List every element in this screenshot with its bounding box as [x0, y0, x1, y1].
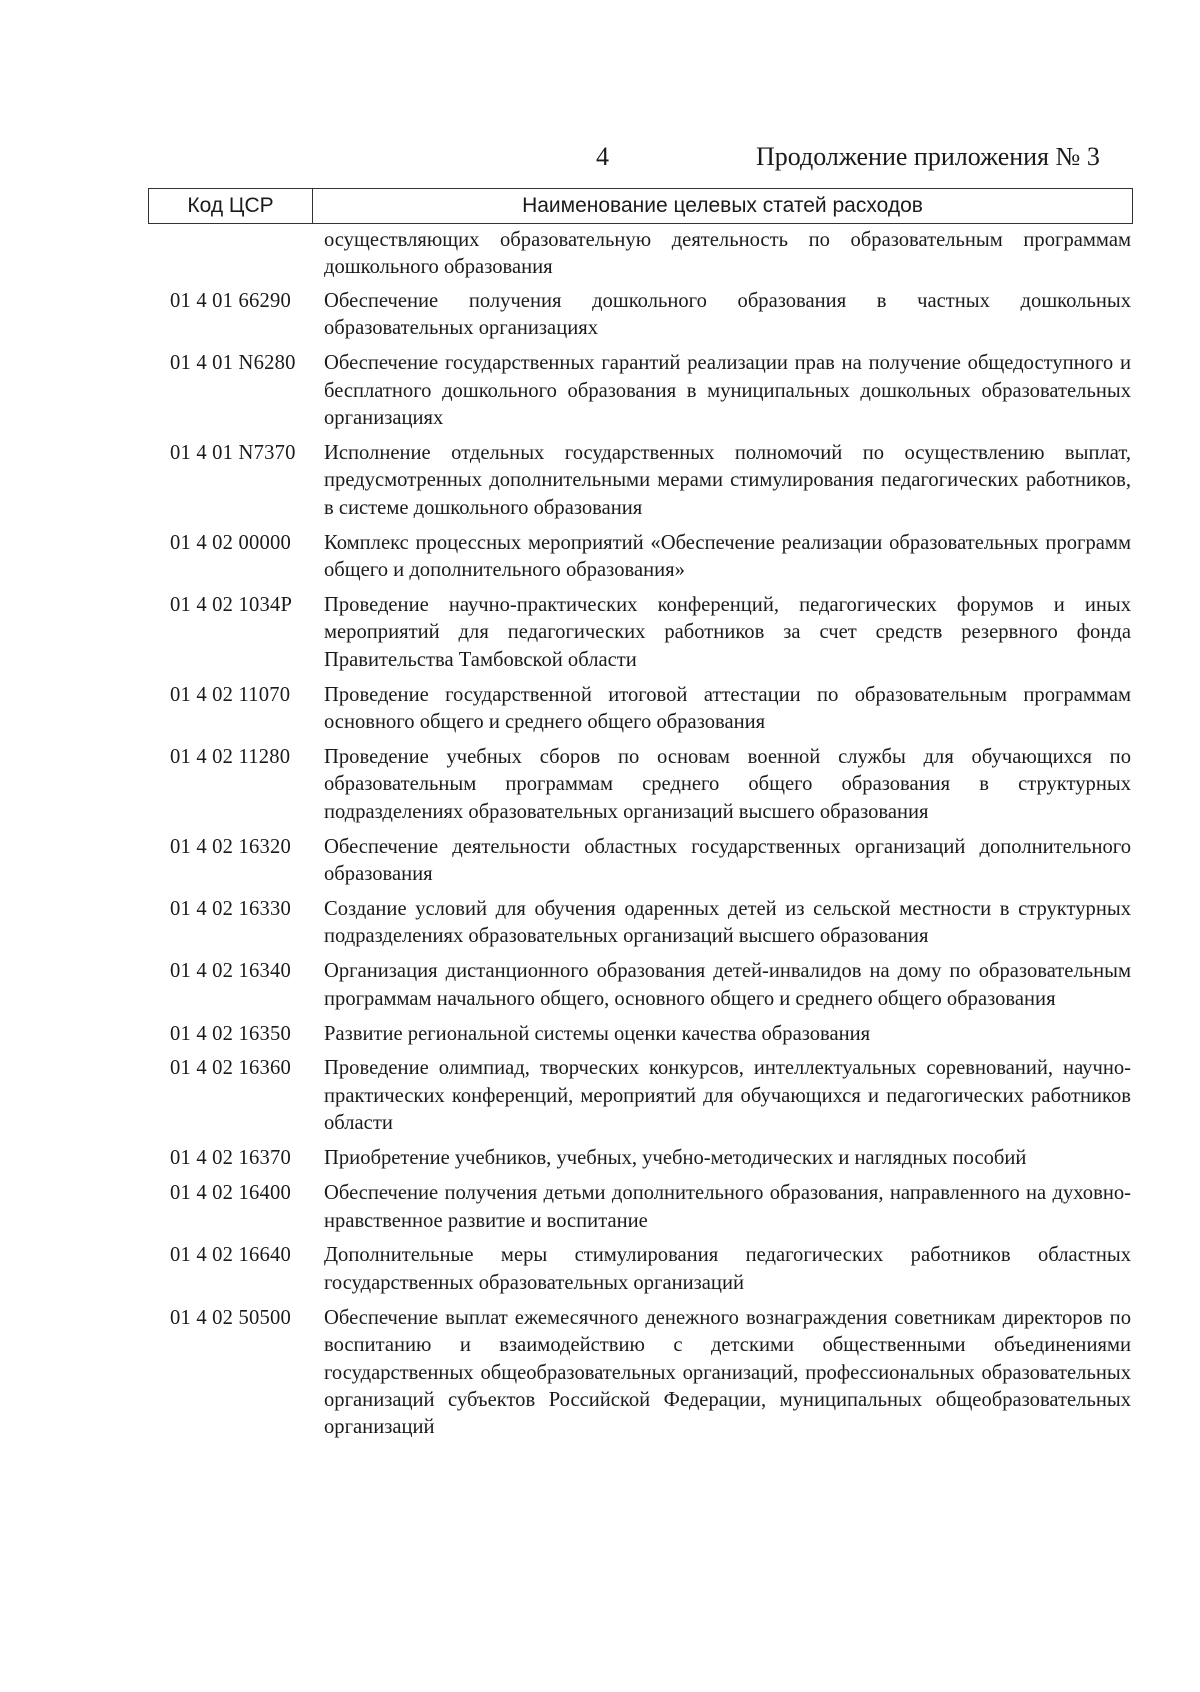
- row-name: Обеспечение деятельности областных государственных организаций дополнительного образования: [324, 835, 1131, 886]
- row-name: Развитие региональной системы оценки качества образования: [324, 1022, 871, 1045]
- row-name: Проведение научно-практических конференций, педагогических форумов и иных мероприятий для педагогических работников за счет средств резервного фонда Правительства Тамбовской области: [324, 593, 1131, 671]
- page-number: 4: [596, 142, 609, 171]
- table-row: [148, 744, 1133, 826]
- row-code: 01 4 02 11280: [170, 745, 291, 768]
- continuation-title: Продолжение приложения № 3: [756, 142, 1100, 171]
- row-code: 01 4 01 66290: [170, 289, 292, 312]
- table-row: [148, 1145, 1133, 1172]
- row-name: Исполнение отдельных государственных полномочий по осуществлению выплат, предусмотренных дополнительными мерами стимулирования педагогических работников, в системе дошкольного образования: [324, 441, 1131, 519]
- row-code: 01 4 02 1034Р: [170, 593, 293, 616]
- table-row: [148, 530, 1133, 585]
- table-row: [148, 958, 1133, 1013]
- table-row: [148, 288, 1133, 343]
- row-code: 01 4 02 16350: [170, 1022, 292, 1045]
- table-row: [148, 440, 1133, 522]
- table-row: [148, 896, 1133, 951]
- row-code: 01 4 02 16400: [170, 1182, 292, 1205]
- row-name: Проведение учебных сборов по основам военной службы для обучающихся по образовательным программам среднего общего образования в структурных подразделениях образовательных организаций высшего образования: [324, 745, 1131, 823]
- row-name: Дополнительные меры стимулирования педагогических работников областных государственных образовательных организаций: [324, 1244, 1131, 1294]
- row-code: 01 4 02 16320: [170, 835, 292, 858]
- table-row: [148, 592, 1133, 674]
- row-name: Создание условий для обучения одаренных детей из сельской местности в структурных подразделениях образовательных организаций высшего образования: [324, 897, 1131, 948]
- column-header-code: Код ЦСР: [148, 188, 312, 224]
- row-name: Проведение олимпиад, творческих конкурсов, интеллектуальных соревнований, научно-практических конференций, мероприятий для обучающихся и педагогических работников области: [324, 1057, 1131, 1135]
- row-code: 01 4 02 16370: [170, 1147, 292, 1170]
- table-row: [148, 1242, 1133, 1297]
- table-row: [148, 1305, 1133, 1442]
- table-row: [148, 1180, 1133, 1235]
- row-name: Обеспечение получения детьми дополнительного образования, направленного на духовно-нравственное развитие и воспитание: [324, 1182, 1131, 1232]
- row-code: 01 4 02 16330: [170, 897, 292, 920]
- row-name: Организация дистанционного образования детей-инвалидов на дому по образовательным программам начального общего, основного общего и среднего общего образования: [324, 960, 1131, 1010]
- table-header: [148, 188, 1133, 224]
- row-name: Приобретение учебников, учебных, учебно-методических и наглядных пособий: [324, 1147, 1027, 1170]
- table-row: [148, 227, 1133, 282]
- row-name: Обеспечение получения дошкольного образования в частных дошкольных образовательных организациях: [324, 289, 1131, 340]
- row-name: Комплекс процессных мероприятий «Обеспечение реализации образовательных программ общего и дополнительного образования»: [324, 531, 1131, 581]
- row-name: Обеспечение государственных гарантий реализации прав на получение общедоступного и бесплатного дошкольного образования в муниципальных дошкольных образовательных организациях: [324, 352, 1131, 429]
- row-code: 01 4 02 16360: [170, 1057, 292, 1080]
- table-row: [148, 682, 1133, 737]
- row-code: [148, 227, 324, 282]
- row-name: Обеспечение выплат ежемесячного денежного вознаграждения советникам директоров по воспитанию и взаимодействию с детскими общественными объединениями государственных общеобразовательных организаций, профессиональных образовательных организаций субъектов Российской Федерации, муниципальных общеобразовательных организаций: [324, 1306, 1131, 1439]
- row-name: осуществляющих образовательную деятельность по образовательным программам дошкольного образования: [324, 229, 1131, 279]
- row-code: 01 4 02 16340: [170, 960, 292, 983]
- table-row: [148, 350, 1133, 432]
- table-row: [148, 834, 1133, 889]
- table-body: [148, 227, 1133, 1449]
- row-name: Проведение государственной итоговой аттестации по образовательным программам основного общего и среднего общего образования: [324, 683, 1131, 733]
- row-code: 01 4 01 N6280: [170, 352, 296, 375]
- row-code: 01 4 01 N7370: [170, 441, 296, 464]
- row-code: 01 4 02 00000: [170, 531, 292, 554]
- row-code: 01 4 02 16640: [170, 1244, 292, 1267]
- column-header-name: Наименование целевых статей расходов: [312, 188, 1133, 224]
- table-row: [148, 1021, 1133, 1048]
- row-code: 01 4 02 11070: [170, 683, 291, 706]
- row-code: 01 4 02 50500: [170, 1306, 292, 1329]
- table-row: [148, 1055, 1133, 1137]
